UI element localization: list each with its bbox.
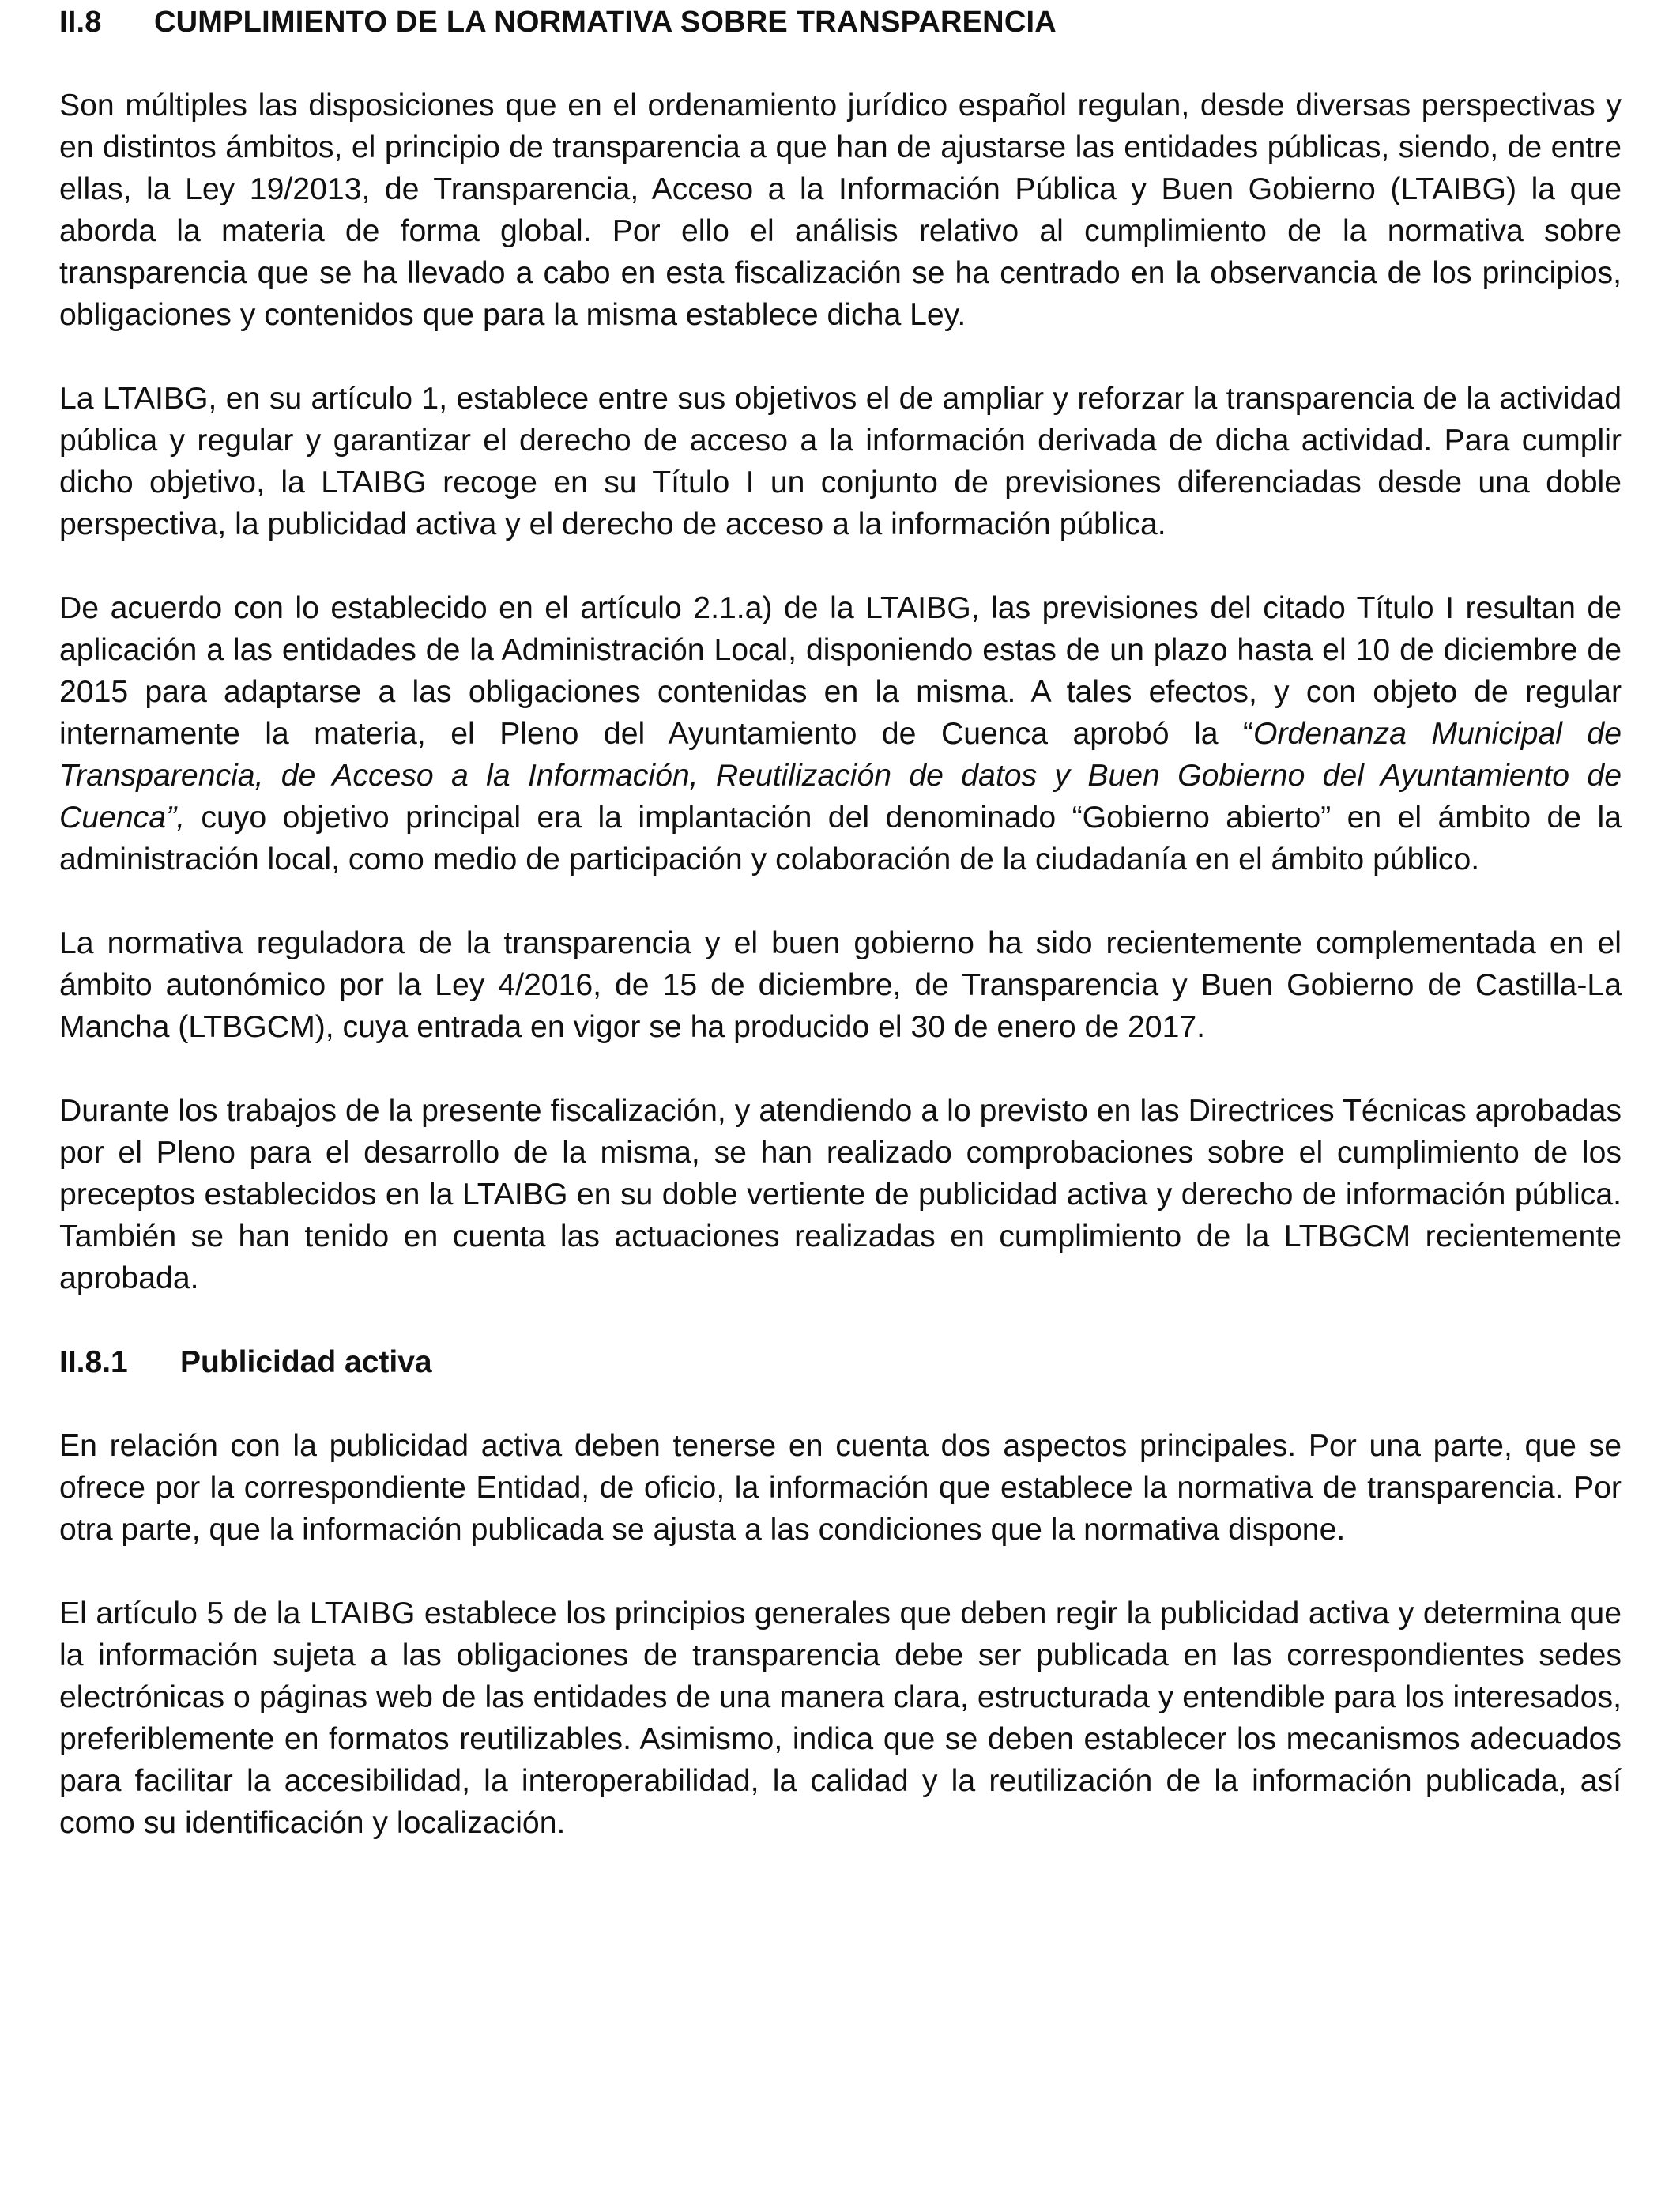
paragraph-3-text-start: De acuerdo con lo establecido en el artículo 2.1.a) de la LTAIBG, las previsiones del citado Título I resultan de aplicación a las entidades de la Administración Local, disponiendo estas de un plazo hasta el 10 de diciembre de 2015 para adaptarse a las obligaciones contenidas en la misma. A tales efectos, y con objeto de regular internamente la materia, el Pleno del Ayuntamiento de Cuenca aprobó la “ xyxy=(59,591,1622,751)
paragraph-7: El artículo 5 de la LTAIBG establece los principios generales que deben regir la publicidad activa y determina que la información sujeta a las obligaciones de transparencia debe ser publicada en las correspondientes sedes electrónicas o páginas web de las entidades de una manera clara, estructurada y entendible para los interesados, preferiblemente en formatos reutilizables. Asimismo, indica que se deben establecer los mecanismos adecuados para facilitar la accesibilidad, la interoperabilidad, la calidad y la reutilización de la información publicada, así como su identificación y localización. xyxy=(59,1596,1622,1840)
document-page xyxy=(59,0,1622,1844)
section-number: II.8 xyxy=(59,6,102,39)
subsection-title: Publicidad activa xyxy=(180,1345,432,1379)
subsection-heading xyxy=(59,1341,1622,1383)
paragraph-4: La normativa reguladora de la transparencia y el buen gobierno ha sido recientemente complementada en el ámbito autonómico por la Ley 4/2016, de 15 de diciembre, de Transparencia y Buen Gobierno de Castilla-La Mancha (LTBGCM), cuya entrada en vigor se ha producido el 30 de enero de 2017. xyxy=(59,926,1622,1044)
ordinance-title: Ordenanza Municipal de Transparencia, de Acceso a la Información, Reutilización de datos y Buen Gobierno del Ayuntamiento de Cuenca”, xyxy=(59,717,1622,835)
paragraph-1: Son múltiples las disposiciones que en el ordenamiento jurídico español regulan, desde diversas perspectivas y en distintos ámbitos, el principio de transparencia a que han de ajustarse las entidades públicas, siendo, de entre ellas, la Ley 19/2013, de Transparencia, Acceso a la Información Pública y Buen Gobierno (LTAIBG) la que aborda la materia de forma global. Por ello el análisis relativo al cumplimiento de la normativa sobre transparencia que se ha llevado a cabo en esta fiscalización se ha centrado en la observancia de los principios, obligaciones y contenidos que para la misma establece dicha Ley. xyxy=(59,89,1622,332)
paragraph-3 xyxy=(59,587,1622,880)
section-heading xyxy=(59,0,1622,43)
paragraph-5: Durante los trabajos de la presente fiscalización, y atendiendo a lo previsto en las Directrices Técnicas aprobadas por el Pleno para el desarrollo de la misma, se han realizado comprobaciones sobre el cumplimiento de los preceptos establecidos en la LTAIBG en su doble vertiente de publicidad activa y derecho de información pública. También se han tenido en cuenta las actuaciones realizadas en cumplimiento de la LTBGCM recientemente aprobada. xyxy=(59,1094,1622,1295)
paragraph-6: En relación con la publicidad activa deben tenerse en cuenta dos aspectos principales. Por una parte, que se ofrece por la correspondiente Entidad, de oficio, la información que establece la normativa de transparencia. Por otra parte, que la información publicada se ajusta a las condiciones que la normativa dispone. xyxy=(59,1429,1622,1547)
subsection-number: II.8.1 xyxy=(59,1345,128,1379)
section-title: CUMPLIMIENTO DE LA NORMATIVA SOBRE TRANSPARENCIA xyxy=(154,6,1057,39)
paragraph-2: La LTAIBG, en su artículo 1, establece entre sus objetivos el de ampliar y reforzar la transparencia de la actividad pública y regular y garantizar el derecho de acceso a la información derivada de dicha actividad. Para cumplir dicho objetivo, la LTAIBG recoge en su Título I un conjunto de previsiones diferenciadas desde una doble perspectiva, la publicidad activa y el derecho de acceso a la información pública. xyxy=(59,382,1622,541)
paragraph-3-text-end: cuyo objetivo principal era la implantación del denominado “Gobierno abierto” en el ámbito de la administración local, como medio de participación y colaboración de la ciudadanía en el ámbito público. xyxy=(59,801,1622,876)
